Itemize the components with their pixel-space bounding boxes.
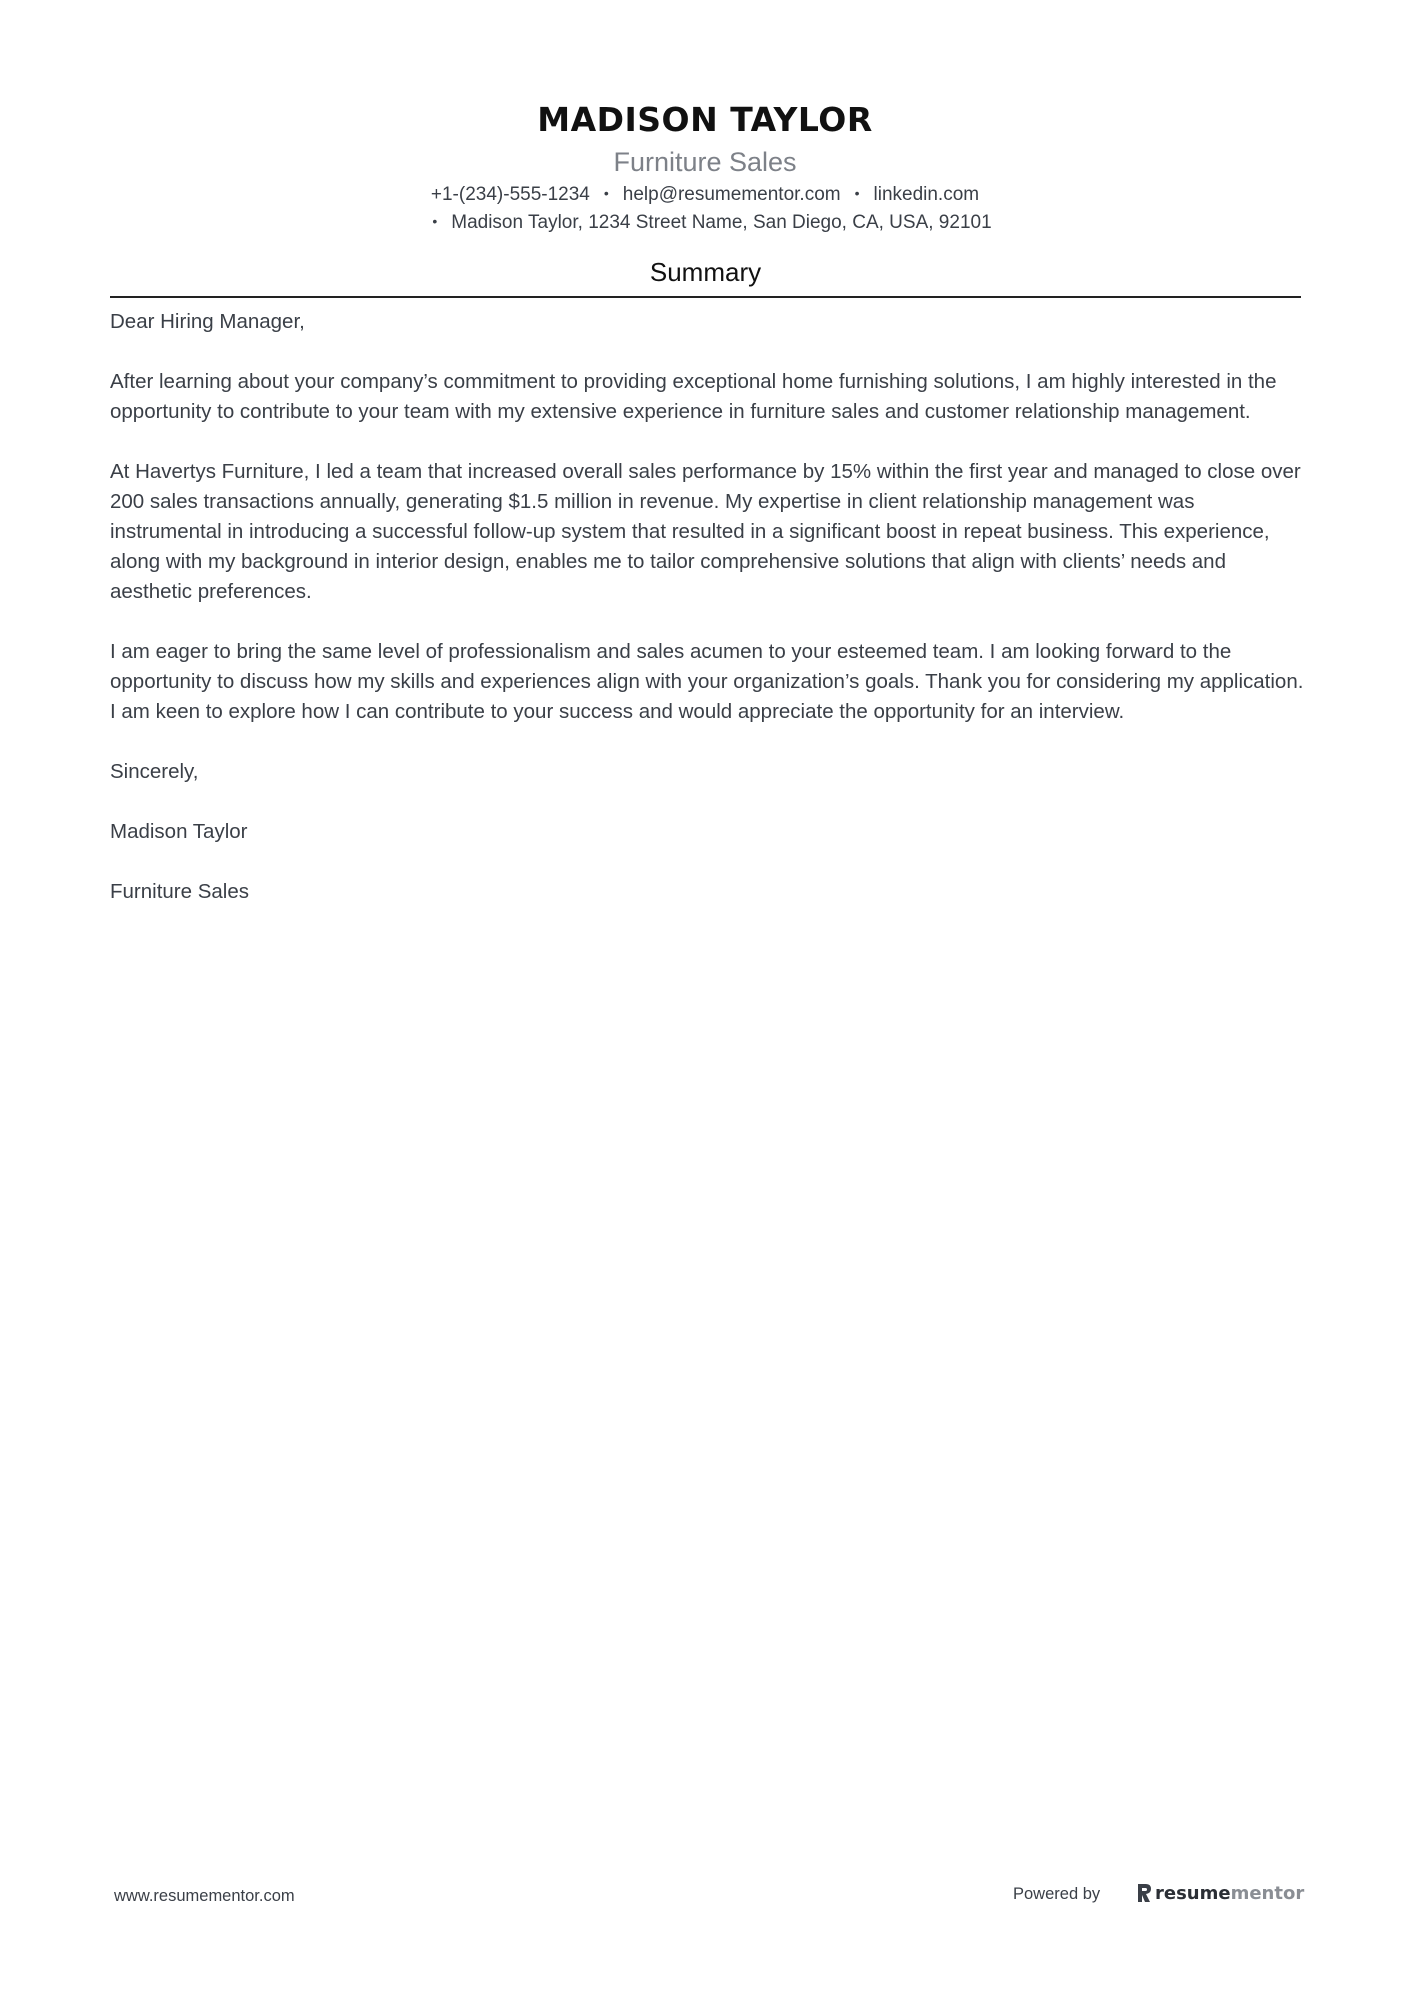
candidate-title: Furniture Sales: [613, 147, 797, 177]
signature-name: Madison Taylor: [110, 820, 248, 843]
address: Madison Taylor, 1234 Street Name, San Diego, CA, USA, 92101: [451, 212, 992, 233]
section-title: Summary: [649, 257, 762, 287]
section-divider: [110, 296, 1301, 298]
brand-name-part2: mentor: [1230, 1882, 1305, 1904]
resumementor-logo-icon: [1136, 1883, 1152, 1903]
contact-line-2: [0, 208, 1410, 236]
separator-dot: •: [854, 185, 860, 201]
letter-body: [110, 307, 1306, 937]
letter-paragraph: At Havertys Furniture, I led a team that increased overall sales performance by 15% within the first year and managed to close over 200 sales transactions annually, generating $1.5 million in revenue. My expertise in client relationship management was instrumental in introducing a successful follow-up system that resulted in a significant boost in repeat business. This experience, along with my background in interior design, enables me to tailor comprehensive solutions that align with clients’ needs and aesthetic preferences.: [110, 460, 1301, 603]
header: [0, 96, 1410, 236]
signature-title: Furniture Sales: [110, 880, 250, 903]
separator-dot: •: [432, 213, 438, 229]
linkedin-link[interactable]: linkedin.com: [873, 184, 980, 205]
email-link[interactable]: help@resumementor.com: [622, 184, 841, 205]
contact-line-1: [0, 180, 1410, 208]
phone: +1-(234)-555-1234: [430, 184, 590, 205]
letter-paragraph: I am eager to bring the same level of professionalism and sales acumen to your esteemed team. I am looking forward to the opportunity to discuss how my skills and experiences align with your organization’s goals. Thank you for considering my application. I am keen to explore how I can contribute to your success and would appreciate the opportunity for an interview.: [110, 640, 1304, 723]
footer-website-link[interactable]: www.resumementor.com: [114, 1887, 295, 1905]
letter-paragraph: After learning about your company’s commitment to providing exceptional home furnishing solutions, I am highly interested in the opportunity to contribute to your team with my extensive experience in furniture sales and customer relationship management.: [110, 370, 1277, 423]
brand-name-part1: resume: [1155, 1882, 1231, 1904]
candidate-name: MADISON TAYLOR: [537, 100, 873, 139]
closing: Sincerely,: [110, 760, 199, 783]
separator-dot: •: [603, 185, 609, 201]
resumementor-brand[interactable]: [1136, 1880, 1304, 1906]
salutation: Dear Hiring Manager,: [110, 310, 305, 333]
powered-by-label: Powered by: [1013, 1885, 1101, 1903]
